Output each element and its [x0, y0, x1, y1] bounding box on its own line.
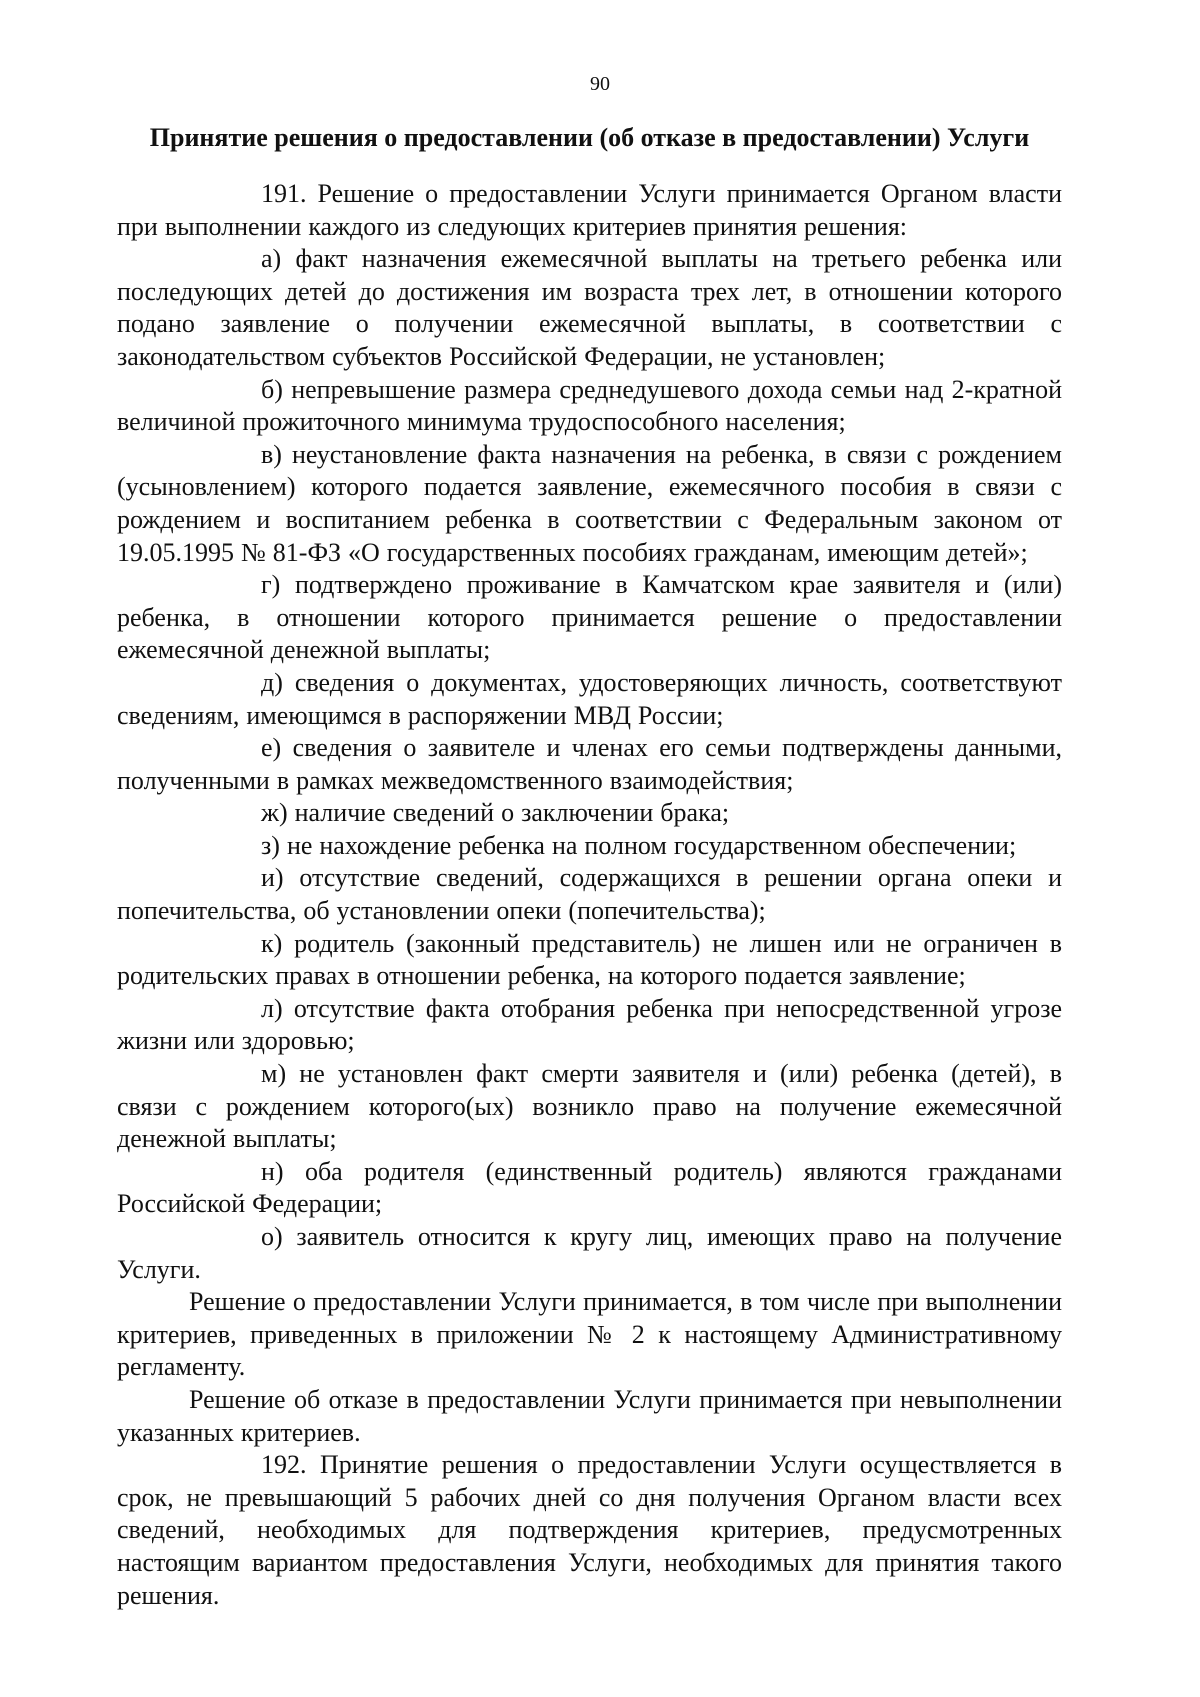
criterion-text: непревышение размера среднедушевого дохода семьи над 2-кратной величиной прожиточного минимума трудоспособного населения;: [117, 374, 1062, 437]
item-marker: к): [261, 928, 283, 958]
criterion-b: [117, 374, 1062, 439]
criterion-text: не нахождение ребенка на полном государственном обеспечении;: [286, 830, 1017, 860]
paragraph-text: Решение о предоставлении Услуги принимается, в том числе при выполнении критериев, приведенных в приложении № 2 к настоящему Административному регламенту.: [117, 1287, 1062, 1382]
document-body: [117, 178, 1062, 1612]
page-number: 90: [590, 73, 610, 95]
paragraph-text: Решение об отказе в предоставлении Услуги принимается при невыполнении указанных критериев.: [117, 1384, 1062, 1447]
criterion-i: [117, 862, 1062, 927]
criterion-m: [117, 1058, 1062, 1156]
item-marker: 192.: [261, 1450, 307, 1480]
paragraph-text: Принятие решения о предоставлении Услуги осуществляется в срок, не превышающий 5 рабочих дней со дня получения Органом власти всех сведений, необходимых для подтверждения критериев, предусмотренных настоящим вариантом предоставления Услуги, необходимых для принятия такого решения.: [117, 1450, 1063, 1610]
criterion-text: родитель (законный представитель) не лишен или не ограничен в родительских правах в отношении ребенка, на которого подается заявление;: [117, 928, 1063, 991]
criterion-g: [117, 569, 1062, 667]
item-marker: з): [261, 830, 280, 860]
criterion-zh: [117, 797, 1062, 830]
criterion-text: оба родителя (единственный родитель) являются гражданами Российской Федерации;: [117, 1156, 1062, 1219]
item-marker: о): [261, 1222, 283, 1251]
criterion-k: [117, 928, 1062, 993]
paragraph-192: [117, 1449, 1062, 1612]
criterion-text: факт назначения ежемесячной выплаты на третьего ребенка или последующих детей до достижения им возраста трех лет, в отношении которого подано заявление о получении ежемесячной выплаты, в соответствии с законодательством субъектов Российской Федерации, не установлен;: [117, 244, 1062, 371]
item-marker: л): [261, 993, 283, 1023]
item-marker: в): [261, 439, 282, 469]
criterion-text: отсутствие факта отобрания ребенка при непосредственной угрозе жизни или здоровью;: [117, 993, 1063, 1056]
criterion-text: неустановление факта назначения на ребенка, в связи с рождением (усыновлением) которого подается заявление, ежемесячного пособия в связи с рождением и воспитанием ребенка в соответствии с Федеральным законом от 19.05.1995 № 81-ФЗ «О государственных пособиях гражданам, имеющим детей»;: [117, 439, 1063, 567]
item-marker: г): [261, 570, 281, 600]
criterion-a: [117, 243, 1062, 373]
item-marker: 191.: [261, 179, 307, 208]
criterion-text: отсутствие сведений, содержащихся в решении органа опеки и попечительства, об установлении опеки (попечительства);: [117, 863, 1062, 926]
criterion-l: [117, 993, 1062, 1058]
item-marker: м): [261, 1059, 287, 1089]
item-marker: е): [261, 733, 282, 763]
item-marker: д): [261, 667, 283, 697]
paragraph-191: [117, 178, 1062, 243]
criterion-text: сведения о заявителе и членах его семьи подтверждены данными, полученными в рамках межведомственного взаимодействия;: [117, 733, 1063, 795]
criterion-text: заявитель относится к кругу лиц, имеющих право на получение Услуги.: [117, 1222, 1062, 1284]
criterion-v: [117, 439, 1062, 569]
criterion-o: [117, 1221, 1062, 1286]
criterion-n: [117, 1156, 1062, 1221]
section-heading: Принятие решения о предоставлении (об отказе в предоставлении) Услуги: [149, 123, 1030, 152]
item-marker: ж): [261, 798, 288, 828]
paragraph-text: Решение о предоставлении Услуги принимается Органом власти при выполнении каждого из следующих критериев принятия решения:: [117, 179, 1062, 241]
criterion-text: не установлен факт смерти заявителя и (или) ребенка (детей), в связи с рождением которого(ых) возникло право на получение ежемесячной денежной выплаты;: [117, 1059, 1062, 1154]
criterion-d: [117, 667, 1062, 732]
criterion-text: сведения о документах, удостоверяющих личность, соответствуют сведениям, имеющимся в распоряжении МВД России;: [117, 667, 1062, 730]
criterion-e: [117, 732, 1062, 797]
item-marker: а): [261, 244, 282, 274]
paragraph-decision-granted: [117, 1286, 1062, 1384]
criterion-text: подтверждено проживание в Камчатском крае заявителя и (или) ребенка, в отношении которого принимается решение о предоставлении ежемесячной денежной выплаты;: [117, 570, 1062, 665]
item-marker: и): [261, 863, 284, 893]
paragraph-decision-refused: [117, 1384, 1062, 1449]
criterion-z: [117, 830, 1062, 863]
item-marker: н): [261, 1156, 284, 1186]
item-marker: б): [261, 374, 283, 404]
criterion-text: наличие сведений о заключении брака;: [294, 798, 730, 828]
